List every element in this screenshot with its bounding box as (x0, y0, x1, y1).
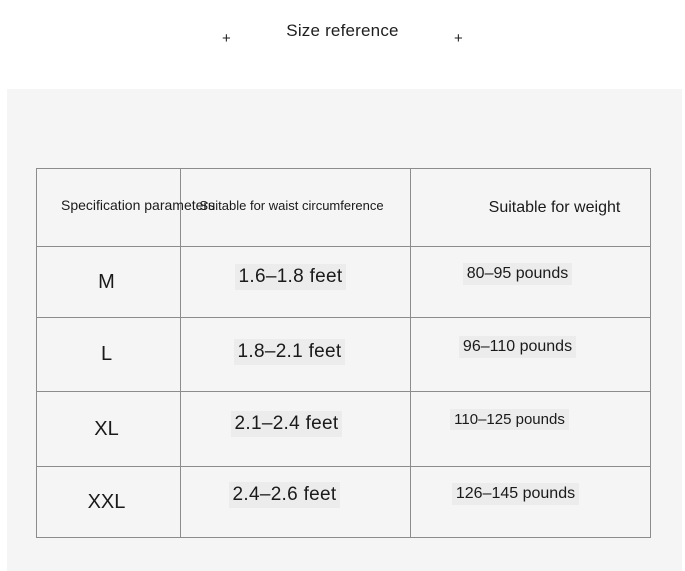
cell-weight (411, 318, 651, 392)
cell-waist (181, 467, 411, 538)
column-header-label: Suitable for weight (488, 198, 621, 216)
size-table (36, 168, 651, 538)
cell-waist (181, 392, 411, 467)
header (0, 0, 685, 88)
weight-value: 126–145 pounds (452, 483, 579, 505)
column-header-spec (37, 169, 216, 247)
cell-size (37, 467, 181, 538)
cell-size (37, 318, 181, 392)
waist-value: 2.4–2.6 feet (229, 482, 341, 508)
waist-value: 1.8–2.1 feet (234, 339, 346, 365)
table-row (37, 467, 651, 538)
column-header-waist (181, 169, 411, 247)
cell-size (37, 392, 181, 467)
weight-value: 80–95 pounds (463, 263, 572, 285)
size-value: L (100, 343, 113, 365)
table-header-row (37, 169, 651, 247)
cell-size (37, 247, 181, 318)
weight-value: 110–125 pounds (450, 409, 569, 430)
waist-value: 2.1–2.4 feet (231, 411, 343, 437)
column-header-weight (411, 169, 651, 247)
size-value: XXL (87, 490, 126, 513)
cell-weight (411, 467, 651, 538)
plus-icon-right: + (454, 30, 463, 47)
waist-value: 1.6–1.8 feet (235, 264, 347, 290)
weight-value: 96–110 pounds (459, 336, 576, 358)
cell-waist (181, 247, 411, 318)
table-row (37, 392, 651, 467)
page-title: Size reference (286, 21, 399, 40)
size-value: M (98, 270, 115, 293)
plus-icon-left: + (222, 30, 231, 47)
size-value: XL (94, 417, 119, 440)
column-header-label: Specification parameters (61, 196, 216, 213)
table-row (37, 247, 651, 318)
column-header-label: Suitable for waist circumference (199, 197, 384, 213)
cell-weight (411, 247, 651, 318)
table-row (37, 318, 651, 392)
cell-waist (181, 318, 411, 392)
cell-weight (411, 392, 651, 467)
